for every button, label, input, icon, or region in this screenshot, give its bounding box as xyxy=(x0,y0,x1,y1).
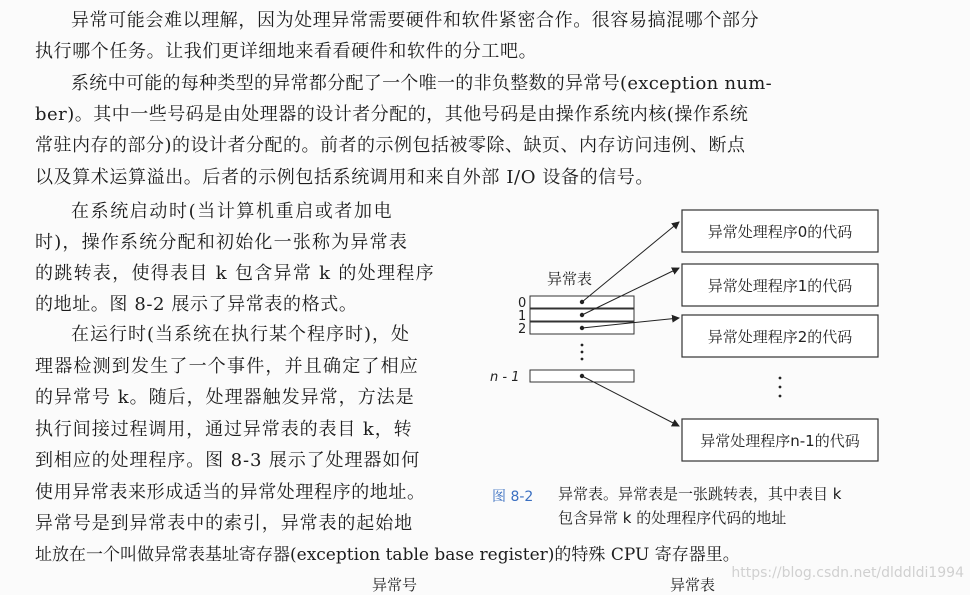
para2-line3: 常驻内存的部分)的设计者分配的。前者的示例包括被零除、缺页、内存访问违例、断点 xyxy=(35,135,746,156)
para3-line3: 的跳转表，使得表目 k 包含异常 k 的处理程序 xyxy=(35,263,435,284)
table-label: 异常表 xyxy=(547,270,593,288)
para3-line1: 在系统启动时(当计算机重启或者加电 xyxy=(71,201,394,222)
handler-label-2: 异常处理程序2的代码 xyxy=(707,328,853,346)
para2-line1: 系统中可能的每种类型的异常都分配了一个唯一的非负整数的异常号(exception num- xyxy=(71,73,773,94)
row-label-0: 0 xyxy=(518,296,527,311)
handler-ellipsis-dot xyxy=(779,386,782,389)
para4-line5: 到相应的处理程序。图 8-3 展示了处理器如何 xyxy=(35,450,421,471)
handler-label-1: 异常处理程序1的代码 xyxy=(707,277,853,295)
para2-line2: ber)。其中一些号码是由处理器的设计者分配的，其他号码是由操作系统内核(操作系统 xyxy=(35,104,749,125)
exception-table-figure xyxy=(480,192,930,467)
handler-label-n-1: 异常处理程序n-1的代码 xyxy=(700,432,860,450)
handler-ellipsis-dot xyxy=(779,395,782,398)
table-ellipsis-dot xyxy=(581,351,584,354)
figure-caption-line1: 异常表。异常表是一张跳转表，其中表目 k xyxy=(558,485,842,503)
figure-number: 图 8-2 xyxy=(492,489,534,505)
para4-line8: 址放在一个叫做异常表基址寄存器(exception table base register)的特殊 CPU 寄存器里。 xyxy=(35,545,740,565)
para4-line6: 使用异常表来形成适当的异常处理程序的地址。 xyxy=(35,482,426,503)
clipped-next-figure-label-left: 异常号 xyxy=(372,576,418,594)
row-label-2: 2 xyxy=(518,322,527,337)
para4-line4: 执行间接过程调用，通过异常表的表目 k，转 xyxy=(35,419,413,440)
para1-line2: 执行哪个任务。让我们更详细地来看看硬件和软件的分工吧。 xyxy=(35,41,538,62)
para2-line4: 以及算术运算溢出。后者的示例包括系统调用和来自外部 I/O 设备的信号。 xyxy=(35,167,654,188)
para1-line1: 异常可能会难以理解，因为处理异常需要硬件和软件紧密合作。很容易搞混哪个部分 xyxy=(71,10,760,31)
row-label-n-1: n - 1 xyxy=(490,370,520,385)
clipped-next-figure-label-right: 异常表 xyxy=(670,576,716,594)
handler-ellipsis-dot xyxy=(779,377,782,380)
figure-caption-line2: 包含异常 k 的处理程序代码的地址 xyxy=(558,509,787,527)
watermark: https://blog.csdn.net/dlddldi1994 xyxy=(731,565,964,581)
arrow-to-handler-n-1 xyxy=(582,376,679,426)
table-ellipsis-dot xyxy=(581,358,584,361)
arrow-to-handler-0 xyxy=(582,222,679,302)
table-ellipsis-dot xyxy=(581,344,584,347)
para3-line2: 时)，操作系统分配和初始化一张称为异常表 xyxy=(35,232,409,253)
para3-line4: 的地址。图 8-2 展示了异常表的格式。 xyxy=(35,294,358,315)
para4-line3: 的异常号 k。随后，处理器触发异常，方法是 xyxy=(35,387,415,408)
row-label-1: 1 xyxy=(518,309,527,324)
handler-label-0: 异常处理程序0的代码 xyxy=(707,223,853,241)
para4-line1: 在运行时(当系统在执行某个程序时)，处 xyxy=(71,324,411,345)
para4-line7: 异常号是到异常表中的索引，异常表的起始地 xyxy=(35,513,413,534)
para4-line2: 理器检测到发生了一个事件，并且确定了相应 xyxy=(35,356,419,377)
